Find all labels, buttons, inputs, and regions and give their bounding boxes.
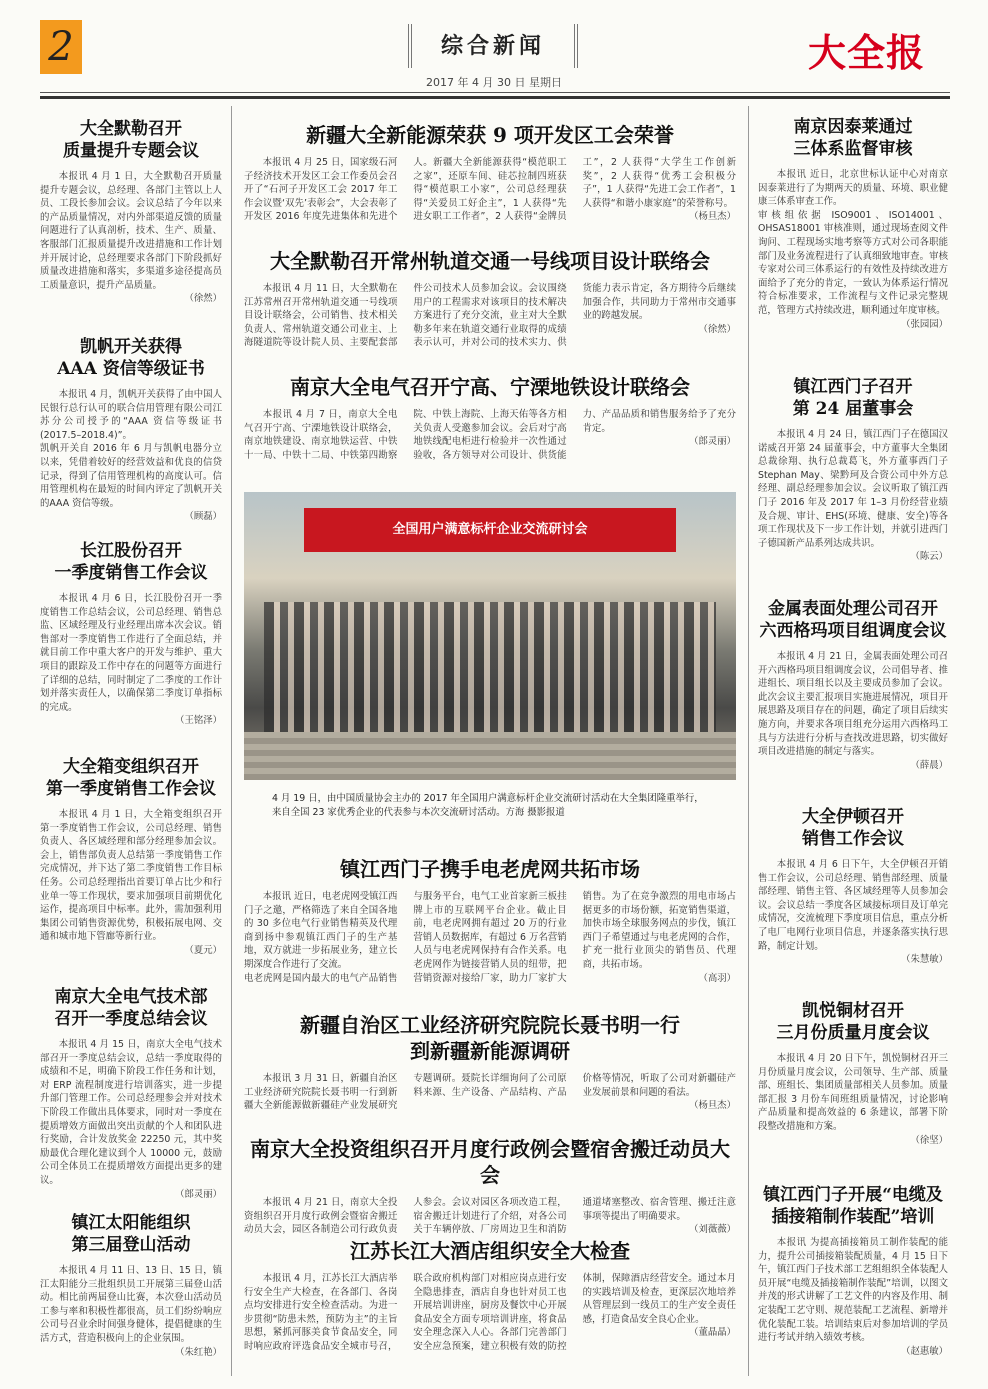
article (244, 248, 736, 350)
article (40, 1212, 222, 1359)
headline: 金属表面处理公司召开 六西格玛项目组调度会议 (759, 599, 947, 641)
byline: （王铭泽） (175, 715, 222, 727)
byline: （赵惠敏） (901, 1345, 948, 1357)
headline: 镇江西门子召开 第 24 届董事会 (792, 377, 914, 419)
headline: 新疆大全新能源荣获 9 项开发区工会荣誉 (306, 123, 674, 147)
rule (40, 96, 950, 99)
byline: （杨旦杰） (689, 211, 736, 223)
article-body: 本报讯 4 月 6 日下午，大全伊顿召开销售工作会议，公司总经理、销售部经理、质量部经理、销售主管、各区域经理等人员参加会议。会议总结一季度各区域接标项目及订单完成情况，交流梳理下季度项目信息，重点分析了电厂电网行业项目信息，并逐条落实执行思路，制定计划。 (758, 859, 948, 952)
headline: 大全默勒召开常州轨道交通一号线项目设计联络会 (270, 249, 710, 273)
byline: （张园园） (901, 318, 948, 330)
article (244, 1012, 736, 1113)
photo-caption: 4 月 19 日，由中国质量协会主办的 2017 年全国用户满意标杆企业交流研讨活动在大全集团隆重举行，来自全国 23 家优秀企业的代表参与本次交流研讨活动。方海 摄影报道 (272, 793, 704, 818)
byline: （朱红艳） (175, 1346, 222, 1358)
byline: （夏元） (184, 944, 222, 956)
headline: 镇江西门子开展“电缆及 插接箱制作装配”培训 (763, 1185, 943, 1227)
article-body: 本报讯 4 月 24 日，镇江西门子在德国汉诺威召开第 24 届董事会，中方董事大全集团总裁徐翔、执行总裁葛飞，外方董事西门子 Stephan May、梁黔珂及合资公司中外方总经理、副总经理参加会议。会议听取了镇江西门子 2016 年及 2017 年 1–3 月份经营业绩及合规、审计、EHS(环境、健康、安全)等各项工作现状及下一步工作计划，并就引进西门子德国新产品系列达成共识。 (758, 429, 948, 549)
article-body: 本报讯 3 月 31 日，新疆自治区工业经济研究院院长聂书明一行到新疆大全新能源做新疆硅产业发展研究专题调研。聂院长详细询问了公司原料来源、生产设备、产品结构、产品价格等情况，听取了公司对新疆硅产业发展前景和问题的看法。 (244, 1073, 736, 1112)
article (758, 1000, 948, 1147)
page-number: 2 (40, 20, 82, 74)
article-body: 本报讯 4 月 25 日，国家级石河子经济技术开发区工会工作委员会召开了“石河子开发区工会 2017 年工作会议暨‘双先’表彰会”，大会表彰了开发区 2016 年度先进集体和先进个人。新疆大全新能源获得“模范职工之家”，还原车间、硅芯拉制四班获得“模范职工小家”，公司总经理获得“关爱员工好企主”，1 人获得“先进女职工工作者”，2 人获得“金牌员工”，2 人获得“大学生工作创新奖”，2 人获得“优秀工会积极分子”，1 人获得“先进工会工作者”，1 人获得“和谐小康家庭”的荣誉称号。 (244, 157, 736, 223)
byline: （刘薇薇） (689, 1224, 736, 1236)
byline: （顾磊） (184, 511, 222, 523)
article-body: 本报讯 4 月 11 日、13 日、15 日，镇江太阳能分三批组织员工开展第三届登山活动。相比前两届登山比赛，本次登山活动员工参与率和积极性都很高，员工们纷纷响应公司号召业余时间强身健体，提倡健康的生活方式，营造积极向上的企业氛围。 (40, 1265, 222, 1344)
byline: （薛晨） (910, 759, 948, 771)
byline: （郎灵丽） (689, 436, 736, 448)
article (244, 1238, 736, 1354)
headline: 南京大全投资组织召开月度行政例会暨宿舍搬迁动员大会 (250, 1137, 730, 1187)
group-photo (244, 492, 736, 780)
headline: 凯帆开关获得 AAA 资信等级证书 (57, 337, 205, 379)
headline: 大全伊顿召开 销售工作会议 (802, 807, 904, 849)
article (244, 122, 736, 224)
headline: 长江股份召开 一季度销售工作会议 (54, 541, 208, 583)
byline: （高羽） (698, 972, 736, 984)
byline: （董晶晶） (689, 1327, 736, 1339)
byline: （朱慧敏） (901, 954, 948, 966)
article-body: 本报讯 4 月 15 日，南京大全电气技术部召开一季度总结会议，总结一季度取得的成绩和不足，明确下阶段工作任务和计划，对 ERP 流程制度进行培训落实，进一步提升部门管理工作。公司总经理参会并对技术下阶段工作做出具体要求，同时对一季度在提质增效方面做出突出贡献的个人和团队进行奖励，合计发放奖金 22250 元，其中奖励最优合理化建议到个人 10000 元，鼓励公司全体员工在提质增效方面提出更多的建议。 (40, 1039, 222, 1186)
section-title: 综合新闻 (408, 24, 578, 68)
column-divider (231, 106, 232, 1376)
article-body: 本报讯 4 月 7 日，南京大全电气召开宁高、宁溧地铁设计联络会，南京地铁建设、南京地铁运营、中铁十一局、中铁十二局、中铁第四勘察院、中铁上海院、上海天佑等各方相关负责人受邀参加会议。会后对宁高地铁线配电柜进行检验并一次性通过验收，各方领导对公司设计、供货能力、产品品质和销售服务给予了充分肯定。 (244, 409, 736, 461)
article (758, 376, 948, 564)
headline: 新疆自治区工业经济研究院院长聂书明一行 到新疆新能源调研 (300, 1013, 680, 1063)
article (40, 756, 222, 958)
headline: 大全箱变组织召开 第一季度销售工作会议 (46, 757, 216, 799)
article-body: 本报讯 4 月 1 日，大全默勒召开质量提升专题会议，总经理、各部门主管以上人员、工段长参加会议。会议总结了今年以来的产品质量情况，对内外部渠道反馈的质量问题进行了认真剖析，技术、生产、质量、客服部门汇报质量提升改进措施和工作计划并开展讨论，总经理要求各部门下阶段抓好质量改进措施和落实，多渠道多途径提高员工质量意识，提升产品质量。 (40, 171, 222, 291)
article (758, 598, 948, 772)
article (40, 118, 222, 306)
headline: 南京因泰莱通过 三体系监督审核 (793, 117, 913, 159)
article (758, 806, 948, 967)
headline: 镇江西门子携手电老虎网共拓市场 (340, 857, 640, 881)
article-body: 本报讯 4 月 1 日，大全箱变组织召开第一季度销售工作会议，公司总经理、销售负责人、各区域经理和部分经理参加会议。会上，销售部负责人总结第一季度销售工作完成情况，并下达了第二季度销售工作目标任务。公司总经理指出首要订单占比少和行业单一等工作现状，要求加强项目前期优化运作，提高项目中标率。此外，需加强利用集团公司销售资源优势，积极拓展电网、交通和城市地下管廊等新行业。 (40, 809, 222, 943)
byline: （陈云） (910, 551, 948, 563)
article-body: 本报讯 4 月 21 日，金属表面处理公司召开六西格玛项目组调度会议，公司倡导者、推进组长、项目组长以及主要成员参加了会议。此次会议主要汇报项目实施进展情况，项目开展思路及项目存在的问题，确定了项目后续实施方向，并要求各项目组充分运用六西格玛工具与方法进行分析与查找改进思路，切实做好项目改进措施的制定与落实。 (758, 651, 948, 758)
article (40, 336, 222, 524)
article-body: 本报讯 近日，电老虎网受镇江西门子之邀，严格筛选了来自全国各地的 30 多位电气行业销售精英及代理商到扬中参观镇江西门子的生产基地，双方就进一步拓展业务，建立长期深度合作进行了交流。 电老虎网是国内最大的电气产品销售与服务平台，电气工业首家新三板挂牌上市的互联网平台企业。截止目前，电老虎网拥有超过 20 万的行业营销人员数据库，有超过 6 万名营销人员与电老虎网保持有合作关系。电老虎网作为链接营销人员的纽带，把营销资源对接给厂家，助力厂家扩大销售。为了在竞争激烈的用电市场占据更多的市场份额，拓宽销售渠道，加快市场全球服务网点的步伐，镇江西门子希望通过与电老虎网的合作，扩充一批行业顶尖的销售员、代理商，共拓市场。 (244, 891, 736, 984)
headline: 凯悦铜材召开 三月份质量月度会议 (776, 1001, 930, 1043)
byline: （徐然） (698, 323, 736, 335)
byline: （郎灵丽） (175, 1188, 222, 1200)
byline: （徐然） (184, 293, 222, 305)
article (758, 116, 948, 331)
article (40, 540, 222, 728)
article (244, 1136, 736, 1237)
article (244, 374, 736, 462)
headline: 南京大全电气召开宁高、宁溧地铁设计联络会 (290, 375, 690, 399)
article-body: 本报讯 4 月 21 日，南京大全投资组织召开月度行政例会暨宿舍搬迁动员大会，园区各制造公司行政负责人参会。会议对园区各项改造工程，宿舍搬迁计划进行了介绍，对各公司关于车辆停放、厂房周边卫生和消防通道堵塞整改、宿舍管理、搬迁注意事项等提出了明确要求。 (244, 1197, 736, 1236)
issue-date: 2017 年 4 月 30 日 星期日 (426, 76, 562, 89)
article (758, 1184, 948, 1358)
headline: 镇江太阳能组织 第三届登山活动 (71, 1213, 191, 1255)
rule (40, 92, 950, 93)
headline: 南京大全电气技术部 召开一季度总结会议 (54, 987, 208, 1029)
article-body: 本报讯 近日，北京世标认证中心对南京因泰莱进行了为期两天的质量、环境、职业健康三体系审查工作。 审核组依据 ISO9001、ISO14001、OHSAS18001 审核准则，通过现场查阅文件询问、工程现场实地考察等方式对公司各职能部门及业务流程进行了认真细致地审查。审核专家对公司三体系运行的有效性及持续改进方面给予了充分的肯定，一致认为体系运行情况符合标准要求，工作流程与文件记录完整规范，管理方式持续改进，顺利通过年度审核。 (758, 169, 948, 316)
headline: 江苏长江大酒店组织安全大检查 (350, 1239, 630, 1263)
article-body: 本报讯 4 月，江苏长江大酒店举行安全生产大检查，在各部门、各岗点均安排进行安全检查活动。为进一步贯彻“防患未然，预防为主”的主旨思想，紧抓河豚美食节食品安全，同时响应政府评选食品安全城市号召，联合政府机构部门对相应岗点进行安全隐患排查，酒店自身也针对员工也开展培训讲座，厨房及餐饮中心开展食品安全方面专项培训讲座，将食品安全理念深入人心。各部门完善部门安全应急预案，建立积极有效的防控体制，保障酒店经营安全。通过本月的实践培训及检查，更深层次地培养从管理层到一线员工的生产安全责任感，打造食品安全良心企业。 (244, 1273, 736, 1352)
byline: （徐坚） (910, 1134, 948, 1146)
headline: 大全默勒召开 质量提升专题会议 (63, 119, 199, 161)
article-body: 本报讯 4 月 11 日，大全默勒在江苏常州召开常州轨道交通一号线项目设计联络会，公司销售、技术相关负责人、常州轨道交通公司业主、上海隧道院等设计院人员、主要配套部件公司技术人员参加会议。会议围绕用户的工程需求对该项目的技术解决方案进行了充分交流，业主对大全默勒多年来在轨道交通行业取得的成绩表示认可，并对公司的技术实力、供货能力表示肯定，各方期待今后继续加强合作，共同助力于常州市交通事业的跨越发展。 (244, 283, 736, 349)
newspaper-logo: 大全报 (808, 30, 926, 75)
article-body: 本报讯 4 月，凯帆开关获得了由中国人民银行总行认可的联合信用管理有限公司江苏分公司授予的“AAA 资信等级证书(2017.5–2018.4)”。 凯帆开关自 2016 年 6 月与凯帆电器分立以来，凭借着较好的经营效益和优良的信贷记录，得到了信用管理机构的高度认可。信用管理机构在最短的时间内评定了凯帆开关的AAA 资信等级。 (40, 389, 222, 509)
masthead (0, 0, 988, 100)
article-body: 本报讯 4 月 6 日，长江股份召开一季度销售工作总结会议，公司总经理、销售总监、区域经理及行业经理出席本次会议。销售部对一季度销售工作进行了全面总结，并就目前工作中重大客户的开发与维护、重大项目的跟踪及工作中存在的问题等方面进行了详细的总结，同时制定了二季度的工作计划并落实责任人，以确保第二季度订单指标的完成。 (40, 593, 222, 713)
article-body: 本报讯 为提高插接箱员工制作装配的能力，提升公司插接箱装配质量，4 月 15 日下午，镇江西门子技术部工艺组组织全体装配人员开展“电缆及插接箱制作装配”培训，以图文并茂的形式讲解了工艺文件的内容及作用、制定装配工艺守则、规范装配工艺流程、新增并优化装配工装。培训结束后对参加培训的学员进行考试并纳入绩效考核。 (758, 1237, 948, 1344)
photo-banner: 全国用户满意标杆企业交流研讨会 (304, 508, 676, 552)
column-divider (748, 106, 749, 1376)
article-body: 本报讯 4 月 20 日下午，凯悦铜材召开三月份质量月度会议，公司领导、生产部、质量部、班组长、集团质量部相关人员参加。质量部汇报 3 月份车间班组质量情况，讨论影响产品质量和提高效益的 6 条建议，部署下阶段整改措施和方案。 (758, 1053, 948, 1132)
byline: （杨旦杰） (689, 1100, 736, 1112)
article (244, 856, 736, 985)
article (40, 986, 222, 1201)
photo-steps (244, 732, 736, 780)
